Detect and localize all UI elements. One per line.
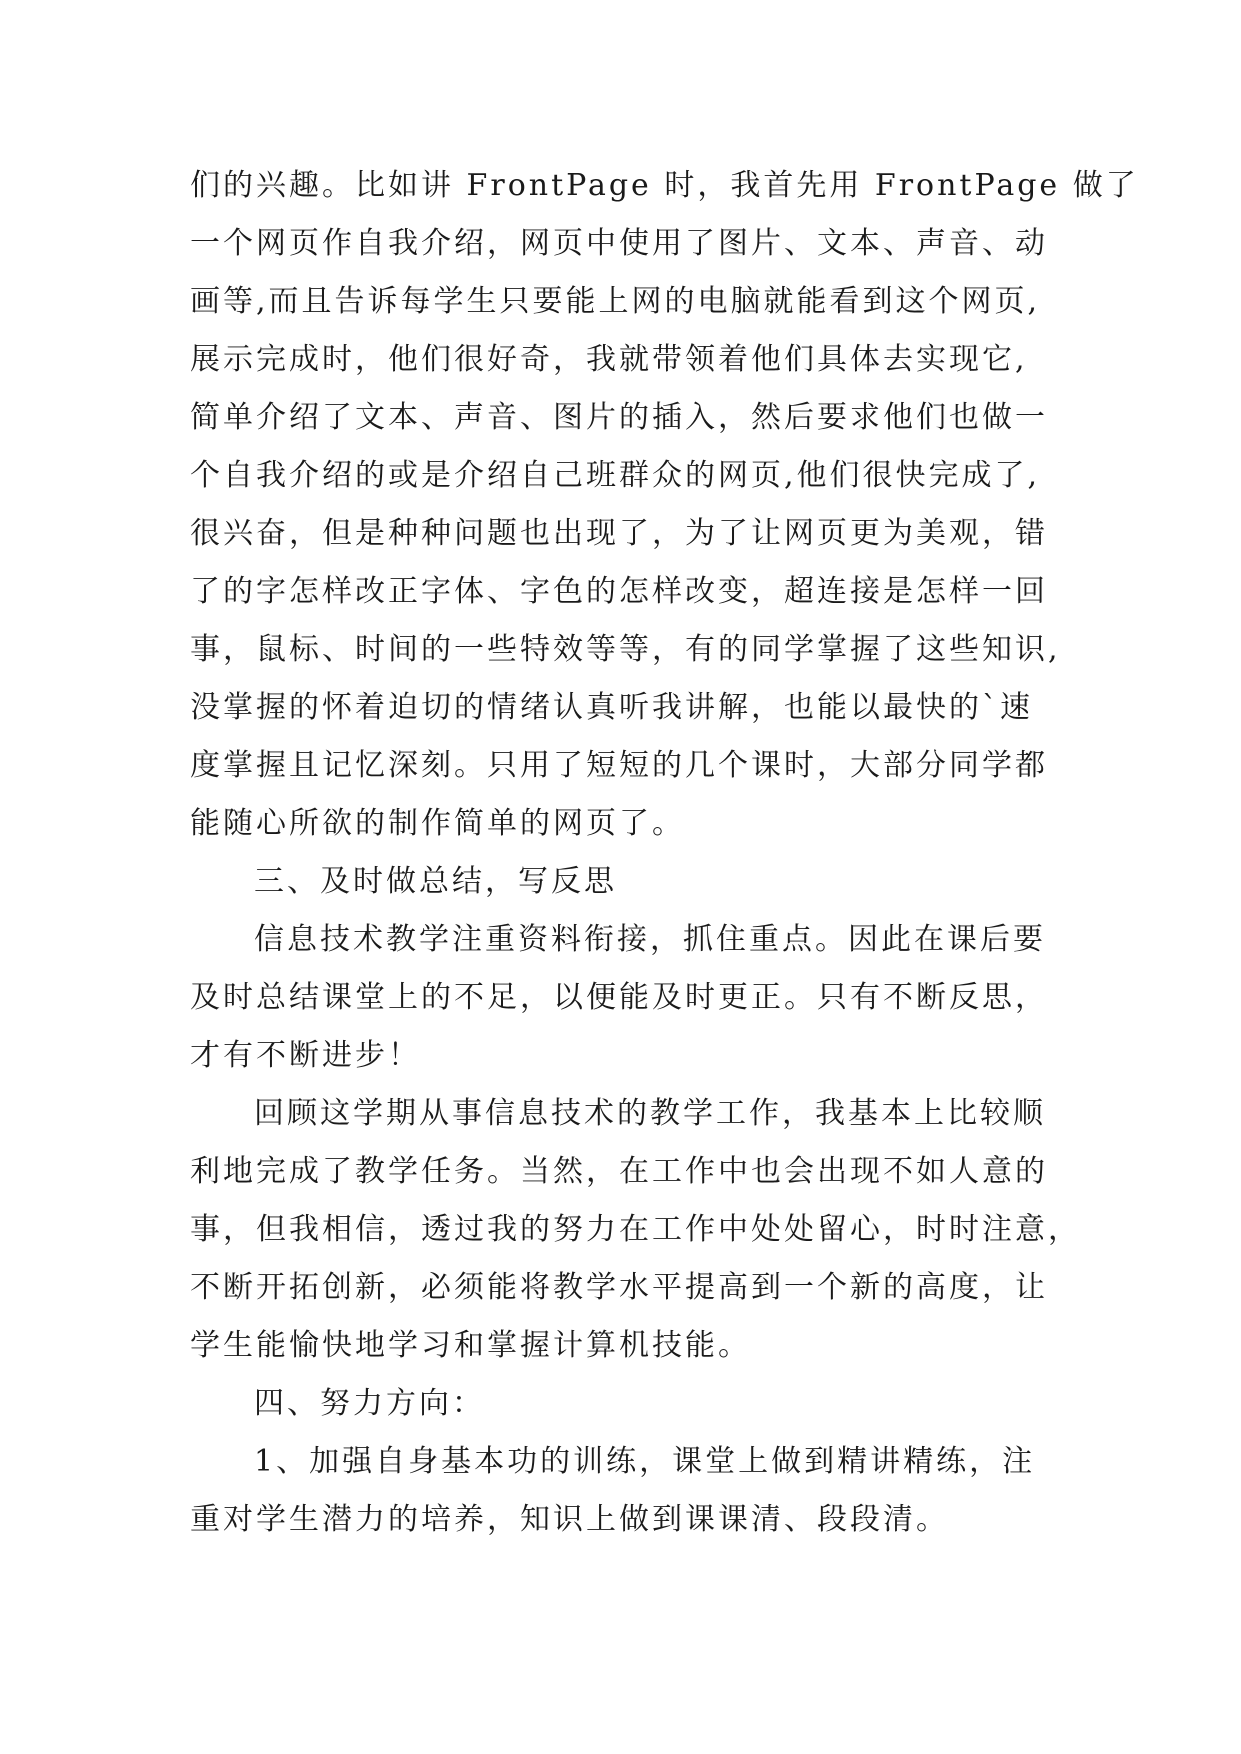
body-line-23: 1、加强自身基本功的训练，课堂上做到精讲精练，注 bbox=[254, 1444, 1036, 1479]
body-line-10: 没掌握的怀着迫切的情绪认真听我讲解，也能以最快的`速 bbox=[190, 690, 1033, 725]
body-line-24: 重对学生潜力的培养，知识上做到课课清、段段清。 bbox=[190, 1502, 949, 1537]
body-line-21: 学生能愉快地学习和掌握计算机技能。 bbox=[190, 1328, 751, 1363]
body-line-8: 了的字怎样改正字体、字色的怎样改变，超连接是怎样一回 bbox=[190, 574, 1048, 609]
body-line-12: 能随心所欲的制作简单的网页了。 bbox=[190, 806, 685, 841]
body-line-7: 很兴奋，但是种种问题也出现了，为了让网页更为美观，错 bbox=[190, 516, 1048, 551]
body-line-18: 利地完成了教学任务。当然，在工作中也会出现不如人意的 bbox=[190, 1154, 1048, 1189]
body-line-4: 展示完成时，他们很好奇，我就带领着他们具体去实现它, bbox=[190, 342, 1028, 377]
body-line-11: 度掌握且记忆深刻。只用了短短的几个课时，大部分同学都 bbox=[190, 748, 1048, 783]
section-heading-3: 三、及时做总结，写反思 bbox=[254, 864, 617, 899]
body-line-16: 才有不断进步！ bbox=[190, 1038, 421, 1073]
section-heading-4: 四、努力方向： bbox=[254, 1386, 485, 1421]
body-line-14: 信息技术教学注重资料衔接，抓住重点。因此在课后要 bbox=[254, 922, 1046, 957]
body-line-15: 及时总结课堂上的不足，以便能及时更正。只有不断反思， bbox=[190, 980, 1048, 1015]
body-line-9: 事，鼠标、时间的一些特效等等，有的同学掌握了这些知识, bbox=[190, 632, 1061, 667]
body-line-5: 简单介绍了文本、声音、图片的插入，然后要求他们也做一 bbox=[190, 400, 1048, 435]
body-line-2: 一个网页作自我介绍，网页中使用了图片、文本、声音、动 bbox=[190, 226, 1048, 261]
body-line-1: 们的兴趣。比如讲 FrontPage 时，我首先用 FrontPage 做了 bbox=[190, 168, 1139, 203]
body-line-3: 画等,而且告诉每学生只要能上网的电脑就能看到这个网页, bbox=[190, 284, 1041, 319]
body-line-6: 个自我介绍的或是介绍自己班群众的网页,他们很快完成了, bbox=[190, 458, 1041, 493]
body-line-19: 事，但我相信，透过我的努力在工作中处处留心，时时注意， bbox=[190, 1212, 1081, 1247]
body-line-20: 不断开拓创新，必须能将教学水平提高到一个新的高度，让 bbox=[190, 1270, 1048, 1305]
body-line-17: 回顾这学期从事信息技术的教学工作，我基本上比较顺 bbox=[254, 1096, 1046, 1131]
